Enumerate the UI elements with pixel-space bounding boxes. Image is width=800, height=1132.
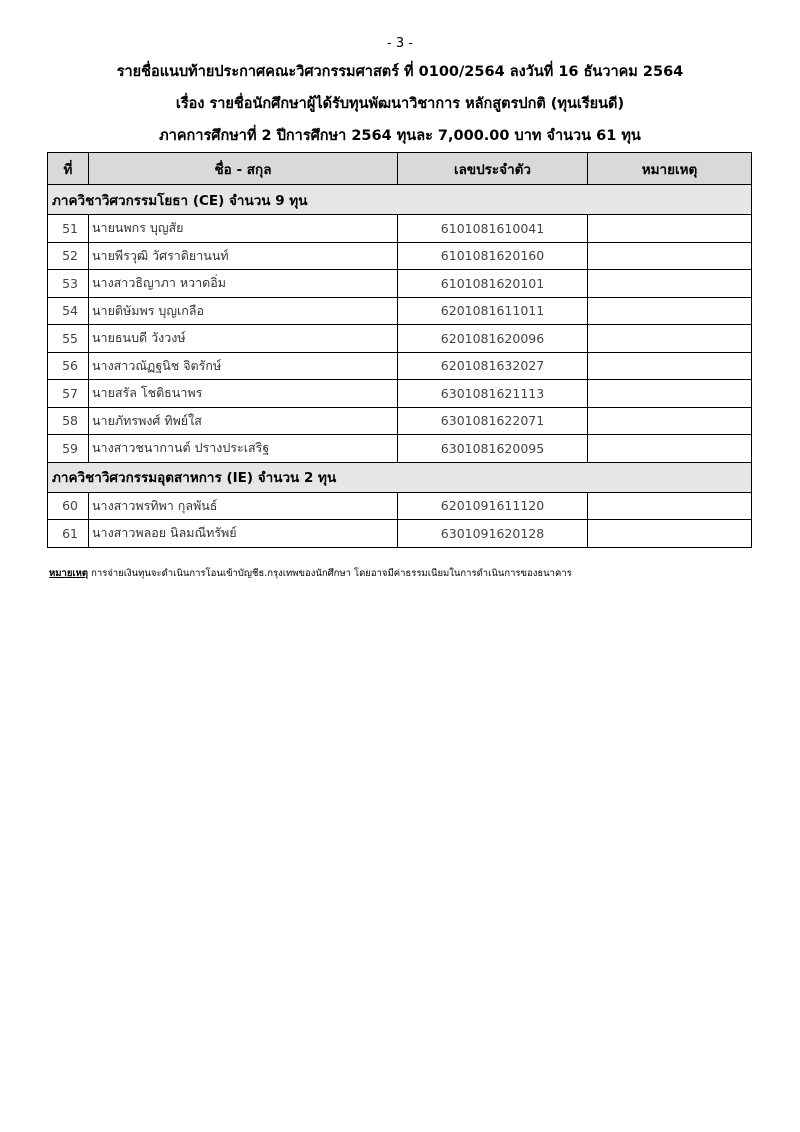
row-student-id: 6301081622071 [398, 407, 588, 435]
row-name: นายภัทรพงศ์ ทิพย์ใส [89, 407, 398, 435]
row-remark [588, 380, 752, 408]
section-row-ie [48, 462, 752, 492]
header-student-id: เลขประจำตัว [398, 153, 588, 185]
row-student-id: 6201081620096 [398, 325, 588, 353]
row-no: 60 [48, 492, 89, 520]
row-no: 54 [48, 297, 89, 325]
row-no: 59 [48, 435, 89, 463]
table-row [48, 297, 752, 325]
row-no: 53 [48, 270, 89, 298]
table-row [48, 380, 752, 408]
section-row-ce [48, 185, 752, 215]
announcement-term-info: ภาคการศึกษาที่ 2 ปีการศึกษา 2564 ทุนละ 7,000.00 บาท จำนวน 61 ทุน [159, 128, 641, 144]
header-name: ชื่อ - สกุล [89, 153, 398, 185]
row-name: นายพีรวุฒิ วัศราดิยานนท์ [89, 242, 398, 270]
row-name: นายสรัล โชติธนาพร [89, 380, 398, 408]
header-remark: หมายเหตุ [588, 153, 752, 185]
table-row [48, 215, 752, 243]
row-remark [588, 435, 752, 463]
table-row [48, 520, 752, 548]
row-student-id: 6101081610041 [398, 215, 588, 243]
row-no: 55 [48, 325, 89, 353]
row-name: นางสาวธิญาภา หวาดอิ่ม [89, 270, 398, 298]
footnote-text: การจ่ายเงินทุนจะดำเนินการโอนเข้าบัญชีธ.กรุงเทพของนักศึกษา โดยอาจมีค่าธรรมเนียมในการดำเนินการของธนาคาร [88, 568, 572, 579]
page-number: - 3 - [387, 36, 413, 51]
table-row [48, 352, 752, 380]
row-student-id: 6201081632027 [398, 352, 588, 380]
row-name: นางสาวชนากานต์ ปรางประเสริฐ [89, 435, 398, 463]
row-remark [588, 325, 752, 353]
row-name: นายนพกร บุญสัย [89, 215, 398, 243]
row-name: นางสาวณัฏฐนิช จิตรักษ์ [89, 352, 398, 380]
table-header-row [48, 153, 752, 185]
announcement-title: รายชื่อแนบท้ายประกาศคณะวิศวกรรมศาสตร์ ที่ 0100/2564 ลงวันที่ 16 ธันวาคม 2564 [116, 64, 684, 80]
row-remark [588, 242, 752, 270]
row-remark [588, 492, 752, 520]
footnote-label: หมายเหตุ [49, 568, 89, 579]
footnote [49, 566, 572, 581]
row-name: นางสาวพลอย นิลมณีทรัพย์ [89, 520, 398, 548]
row-no: 57 [48, 380, 89, 408]
row-student-id: 6301081621113 [398, 380, 588, 408]
row-no: 56 [48, 352, 89, 380]
table-row [48, 492, 752, 520]
row-name: นางสาวพรทิพา กุลพันธ์ [89, 492, 398, 520]
row-no: 51 [48, 215, 89, 243]
row-remark [588, 297, 752, 325]
section-title: ภาควิชาวิศวกรรมอุตสาหการ (IE) จำนวน 2 ทุน [48, 462, 752, 492]
table-row [48, 407, 752, 435]
row-student-id: 6101081620101 [398, 270, 588, 298]
row-name: นายติษัมพร บุญเกลือ [89, 297, 398, 325]
row-name: นายธนบดี วังวงษ์ [89, 325, 398, 353]
table-row [48, 435, 752, 463]
row-student-id: 6301091620128 [398, 520, 588, 548]
row-no: 61 [48, 520, 89, 548]
row-remark [588, 352, 752, 380]
row-student-id: 6201091611120 [398, 492, 588, 520]
table-row [48, 325, 752, 353]
table-row [48, 242, 752, 270]
table-row [48, 270, 752, 298]
row-remark [588, 270, 752, 298]
row-student-id: 6101081620160 [398, 242, 588, 270]
scholarship-table [47, 152, 752, 548]
row-student-id: 6301081620095 [398, 435, 588, 463]
section-title: ภาควิชาวิศวกรรมโยธา (CE) จำนวน 9 ทุน [48, 185, 752, 215]
row-remark [588, 520, 752, 548]
row-no: 52 [48, 242, 89, 270]
row-remark [588, 215, 752, 243]
row-no: 58 [48, 407, 89, 435]
row-remark [588, 407, 752, 435]
announcement-subject: เรื่อง รายชื่อนักศึกษาผู้ได้รับทุนพัฒนาวิชาการ หลักสูตรปกติ (ทุนเรียนดี) [175, 96, 625, 112]
header-no: ที่ [48, 153, 89, 185]
row-student-id: 6201081611011 [398, 297, 588, 325]
